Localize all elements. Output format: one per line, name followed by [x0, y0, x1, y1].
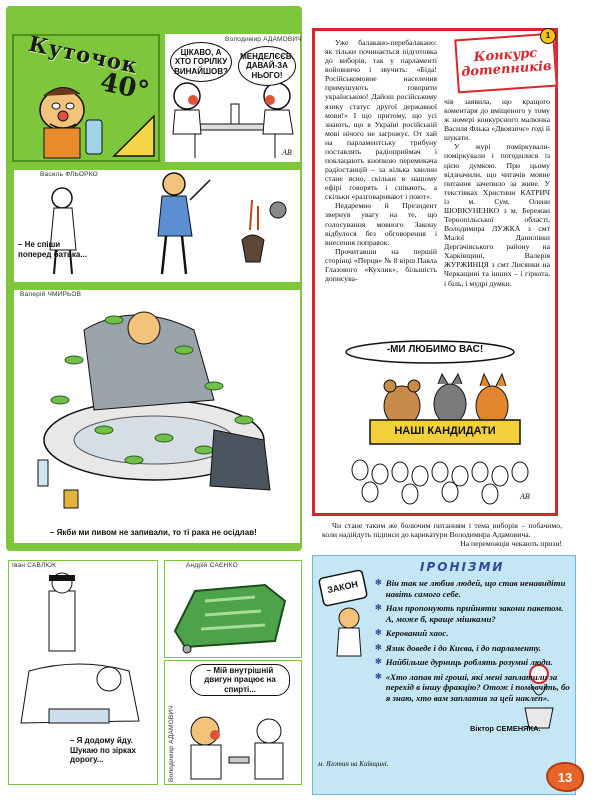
irony-item: ✻ Керований хаос.: [375, 628, 449, 639]
candidates-signature: АВ: [520, 492, 530, 501]
closing-paragraph: Чи стане таким же болючим питанням і тема виборів – побачимо, коли надійдуть підписи до карикатури Володимира Адамовича.: [322, 521, 562, 540]
article-paragraph: Уже балакано-перебалакано: як тільки починається підготовка до виборів, так у парламенті войовничо і звучить: «Біда! Російськомовне населення примушують говорити українською! Дайош російському язику статус другої державної мови!» І що притому, що усі знають, що в Україні російській мові нічого не загрожує. От хай на парламентську трибуну поставлять радіоприймач і поклацають кнопкою перемикача радіостанцій – за кілька хвилин стане ясно, скільки в нашому ефірі говорять і співають, а скільки «разговаривают і поют».: [325, 38, 437, 202]
article-paragraph: Прочитавши на першій сторінці «Перця» № 8 вірш Павла Глазового «Кухлик», більшість дописува-: [325, 246, 437, 284]
contest-article-column-b: [444, 97, 550, 334]
snowflake-bullet-icon: ✻: [375, 603, 382, 613]
cartoon-1-bubble-left: ЦІКАВО, А ХТО ГОРІЛКУ ВИНАЙШОВ?: [170, 42, 232, 82]
candidates-bubble: -МИ ЛЮБИМО ВАС!: [386, 344, 484, 355]
snowflake-bullet-icon: ✻: [375, 642, 382, 652]
cartoon-2-artist: Василь ФЛЬОРКО: [40, 171, 98, 178]
candidates-banner: НАШІ КАНДИДАТИ: [394, 425, 496, 437]
snowflake-bullet-icon: ✻: [375, 671, 382, 681]
contest-cartoon-candidates: [340, 340, 540, 510]
cartoon-5-artist: Андрій САЄНКО: [186, 562, 238, 569]
contest-article-column-a: [325, 38, 437, 334]
cossack-mascot-illustration: [14, 36, 162, 164]
cartoon-bottle-maze: [164, 560, 302, 658]
snowflake-bullet-icon: ✻: [375, 578, 382, 587]
irony-item: ✻ Він так не любив людей, що став ненавидіти навіть самого себе.: [375, 578, 566, 599]
cartoon-3-drawing: [14, 290, 300, 543]
article-paragraph: Недаремно й Президент звернув увагу на те, що голосування мовного Закону відбулося без обговорення і внесення поправок.: [325, 201, 437, 247]
snowflake-bullet-icon: ✻: [375, 657, 382, 667]
cartoon-6-artist: Володимир АДАМОВИЧ: [168, 705, 175, 782]
ironies-sign-word: ЗАКОН: [326, 578, 359, 596]
page-number: 13: [546, 762, 584, 792]
contest-badge: 1: [540, 28, 556, 44]
contest-label: Конкурс дотепників: [454, 33, 558, 94]
cartoon-6-bubble: – Мій внутрішній двигун працює на спирті...: [190, 664, 290, 696]
cartoon-4-caption: – Я додому йду. Шукаю по зірках дорогу...: [70, 736, 136, 765]
contest-closing: [322, 521, 562, 549]
cartoon-dont-rush: [14, 170, 300, 282]
cartoon-3-caption: – Якби ми пивом не запивали, то ті рака не осідлав!: [50, 528, 257, 537]
cartoon-1-artist: Володимир АДАМОВИЧ: [225, 36, 302, 43]
section-number: 40°: [97, 67, 152, 107]
ironies-title: ІРОНІЗМИ: [420, 560, 505, 574]
article-paragraph: У журі поміркували-поміркували і погодилися із цією думкою. При цьому відзначили, що читачів мовне питання зачепило за живе. У текстівках Христини КАТРИЧ із м. Сум, Олени ШОВКУНЕНКО з м. Бережан Тернопільської області, Володимира ЛУЖКА з смт Малої Данилівки Дергачівського району на Харківщині, Валерія ЖУРЖИНЦЯ з смт Лисянки на Черкащині та інших – і гіркота, і біль, і мудрі думки.: [444, 142, 550, 288]
cartoon-3-artist: Валерій ЧМИРЬОВ: [20, 291, 82, 298]
ironies-location: м. Яготин на Київщині.: [318, 760, 389, 768]
cartoon-5-drawing: [165, 561, 302, 658]
cartoon-crayfish-feast: [14, 290, 300, 543]
cartoon-1-signature: АВ: [282, 148, 292, 157]
cartoon-1-bubble-right: МЕНДЕЛЄЄВ. ДАВАЙ-ЗА НЬОГО!: [238, 46, 296, 86]
ironies-list: [375, 578, 571, 707]
irony-item: ✻ Язик доведе і до Києва, і до парламенту.: [375, 642, 542, 653]
closing-prizes: На переможців чекають призи!: [460, 539, 562, 549]
cartoon-2-caption: – Не спіши поперед батька...: [18, 240, 87, 259]
section-logo: [12, 30, 160, 162]
irony-item: ✻ «Хто лапав ті гроші, які мені заплатили за перехід в іншу фракцію? Отож і помовчіть, бо я знаю, хто вам заплатив за цей наклеп».: [375, 671, 570, 703]
snowflake-bullet-icon: ✻: [375, 628, 382, 638]
cartoon-4-artist: Іван САВЛЮК: [12, 562, 57, 569]
irony-item: ✻ Нам пропонують прийняти закони пакетом. А, може б, краще мішками?: [375, 603, 564, 624]
article-paragraph: чів заявила, що кращого коментаря до вміщеного у тому ж номері конкурсного малюнка Василя Флька «Двоязичє» годі й шукати.: [444, 97, 550, 143]
cartoon-2-drawing: [14, 170, 300, 282]
irony-item: ✻ Найбільше дурниць роблять розумні люди.: [375, 657, 553, 668]
ironies-author: Віктор СЕМЕНЯКА.: [470, 724, 541, 733]
section-title: Куточок: [26, 30, 141, 79]
